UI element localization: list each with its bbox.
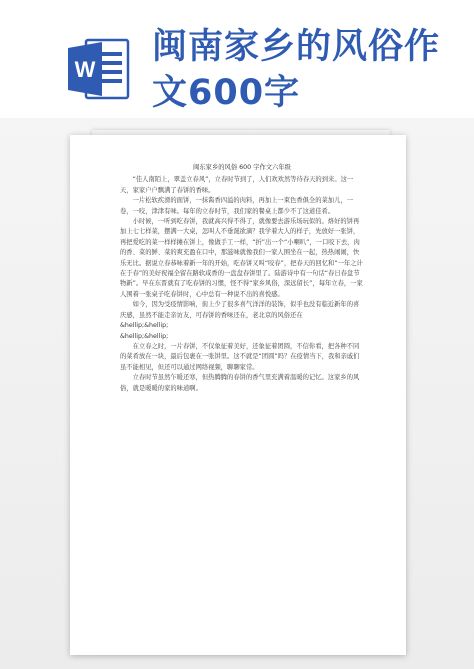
document-page [70,135,406,655]
word-document-icon [66,36,132,102]
svg-text:W: W [74,57,96,82]
paragraph: &hellip;&hellip; [120,322,169,330]
paragraph: 小时候，一听到吃春饼，我就高兴得不得了，就像要去游乐场玩似的。烙好的饼再加上七七样菜，摆满一大桌，怎叫人不垂涎欲滴？我学着大人的样子，先放好一张饼，再把爱吃的菜一样样摊在饼上，像做手工一样，“折”出一个“小喇叭”，一口咬下去，肉的香、菜的鲜、菜的爽充盈在口中，那滋味就像我们一家人围坐在一起，热热闹闹，快乐无比。据说立春恭咏着新一年的开始，吃春饼又叫“咬春”，把春天的回忆和“一年之计在于春”的美好祝福全留在路软咸香的一盘盘春饼里了。陆游诗中有一句话“春日春盘节物新”。早在东晋就有了吃春饼的习惯，怪不得“家乡风俗，深远留长”，每年立春，一家人围着一张桌子吃春饼时，心中总有一种说不出的喜悦感。 [120,218,363,298]
page-title [152,24,468,116]
paragraph: 在立春之时，一片春饼，不仅象征着美好，还象征着团圆，不信你看，把各种不同的菜肴放在一块，最后包裹在一张饼里。这不就是“团圆”吗？在疫情当下，我和亲戚们虽不能相见，但还可以通过网络视频，聊聊家常。 [120,342,360,371]
paragraph: &hellip;&hellip; [120,332,169,340]
paragraph: 一片松软疾滑的面饼，一抹酱香四溢的肉料，再加上一束色香俱全的菜加儿，一卷，一咬，津津有味。每年的立春时节，我们家的餐桌上都少不了这道佳肴。 [120,197,353,215]
paragraph: “佳人南陌上，翠盖立春风”，立春时节到了，人们欢欢然等待春天的到来。这一天，家家户户飘满了春饼的香味。 [120,176,354,194]
document-content [120,163,364,394]
paragraph: 立春时节虽然乍暖还寒，但热腾腾的春饼的香气里充满着温暖的记忆。这家乡的风俗，就是暖暖的家的味道啊。 [120,374,360,392]
page-header [0,0,474,118]
document-title: 闽东家乡的风俗 600 字作文六年级 [193,164,291,171]
title-line-2: 文600字 [152,73,301,113]
paragraph: 如今，因为受疫情影响，街上少了很多喜气洋洋的装饰，似乎也没有临近新年的喜庆感，虽然不能走亲访友，可春饼的香味还在，老北京的风俗还在 [120,301,360,319]
title-line-1: 闽南家乡的风俗作 [152,27,441,67]
